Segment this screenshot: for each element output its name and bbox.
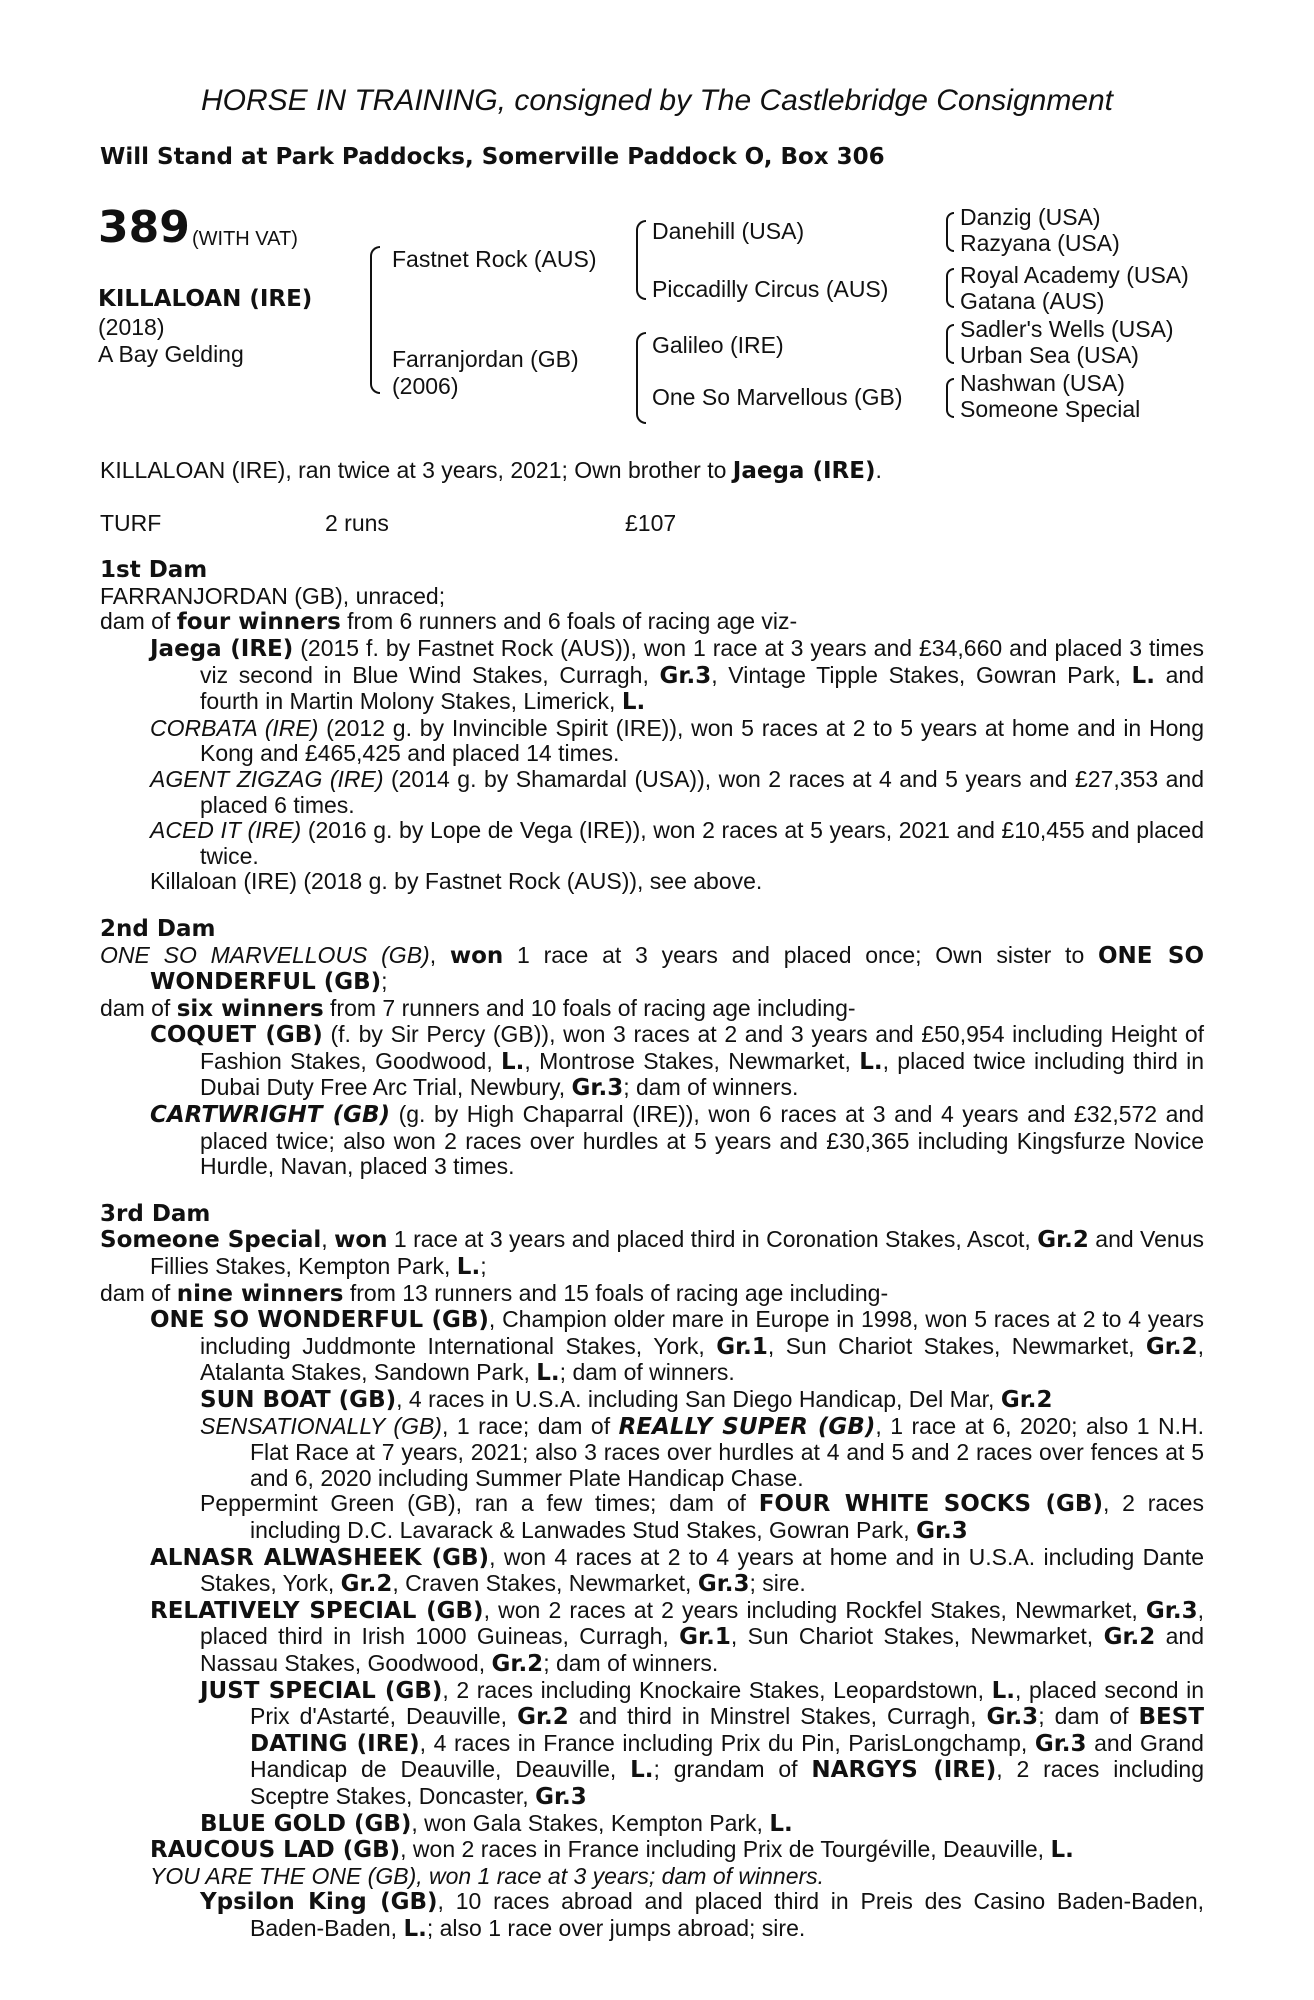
pedigree-sdd: Gatana (AUS)	[960, 288, 1105, 314]
first-dam-heading: 1st Dam	[100, 557, 208, 584]
pedigree-brace	[946, 212, 954, 252]
pedigree-ddd: Someone Special	[960, 396, 1141, 422]
pedigree-dds: Nashwan (USA)	[960, 370, 1125, 396]
page-title: HORSE IN TRAINING, consigned by The Castlebridge Consignment	[200, 84, 1114, 117]
produce-just-special: JUST SPECIAL (GB), 2 races including Knockaire Stakes, Leopardstown, L., placed second in Prix d'Astarté, Deauville, Gr.2 and third in Minstrel Stakes, Curragh, Gr.3; dam of BEST DATING (IRE), 4 races in France including Prix du Pin, ParisLongchamp, Gr.3 and Grand Handicap de Deauville, Deauville, L.; grandam of NARGYS (IRE), 2 races including Sceptre Stakes, Doncaster, Gr.3	[200, 1676, 1205, 1810]
pedigree-ssd: Razyana (USA)	[960, 230, 1120, 256]
produce-blue-gold: BLUE GOLD (GB), won Gala Stakes, Kempton Park, L.	[200, 1809, 793, 1837]
produce-sensationally: SENSATIONALLY (GB), 1 race; dam of REALLY SUPER (GB), 1 race at 6, 2020; also 1 N.H. Flat Race at 7 years, 2021; also 3 races over hurdles at 4 and 5 and 2 races over fences at 5 and 6, 2020 including Summer Plate Handicap Chase.	[200, 1412, 1204, 1491]
produce-sun-boat: SUN BOAT (GB), 4 races in U.S.A. including San Diego Handicap, Del Mar, Gr.2	[200, 1386, 1053, 1413]
pedigree-brace	[946, 268, 954, 308]
turf-record	[100, 511, 1204, 537]
produce-raucous-lad: RAUCOUS LAD (GB), won 2 races in France including Prix de Tourgéville, Deauville, L.	[150, 1836, 1074, 1864]
second-dam-produce: dam of six winners from 7 runners and 10 foals of racing age including-	[100, 994, 856, 1022]
horse-name: KILLALOAN (IRE)	[98, 286, 313, 312]
pedigree-dam: Farranjordan (GB)	[392, 346, 579, 372]
third-dam-line: Someone Special, won 1 race at 3 years and placed third in Coronation Stakes, Ascot, Gr.2 and Venus Fillies Stakes, Kempton Park, L.;	[100, 1226, 1205, 1281]
produce-one-so-wonderful: ONE SO WONDERFUL (GB), Champion older mare in Europe in 1998, won 5 races at 2 to 4 years including Juddmonte International Stakes, York, Gr.1, Sun Chariot Stakes, Newmarket, Gr.2, Atalanta Stakes, Sandown Park, L.; dam of winners.	[150, 1306, 1204, 1387]
lot-number: 389	[98, 202, 190, 253]
turf-runs: 2 runs	[325, 509, 389, 536]
pedigree-sds: Royal Academy (USA)	[960, 262, 1189, 288]
pedigree-sire-dam: Piccadilly Circus (AUS)	[652, 276, 889, 302]
second-dam-heading: 2nd Dam	[100, 915, 216, 942]
produce-peppermint-green: Peppermint Green (GB), ran a few times; dam of FOUR WHITE SOCKS (GB), 2 races including D.C. Lavarack & Lanwades Stud Stakes, Gowran Park, Gr.3	[200, 1490, 1204, 1544]
pedigree-dam-dam: One So Marvellous (GB)	[652, 384, 903, 410]
pedigree-dam-sire: Galileo (IRE)	[652, 332, 784, 358]
produce-ypsilon-king: Ypsilon King (GB), 10 races abroad and placed third in Preis des Casino Baden-Baden, Baden-Baden, L.; also 1 race over jumps abroad; sire.	[200, 1888, 1204, 1942]
pedigree-brace	[946, 324, 954, 364]
produce-coquet: COQUET (GB) (f. by Sir Percy (GB)), won 3 races at 2 and 3 years and £50,954 including Height of Fashion Stakes, Goodwood, L., Montrose Stakes, Newmarket, L., placed twice including third in Dubai Duty Free Arc Trial, Newbury, Gr.3; dam of winners.	[150, 1021, 1204, 1102]
pedigree-brace	[946, 378, 954, 418]
catalogue-body	[100, 458, 1204, 1942]
pedigree-brace	[370, 246, 380, 394]
produce-agent-zigzag: AGENT ZIGZAG (IRE) (2014 g. by Shamardal (USA)), won 2 races at 4 and 5 years and £27,353 and placed 6 times.	[150, 765, 1204, 818]
produce-cartwright: CARTWRIGHT (GB) (g. by High Chaparral (IRE)), won 6 races at 3 and 4 years and £32,572 and placed twice; also won 2 races over hurdles at 5 years and £30,365 including Kingsfurze Novice Hurdle, Navan, placed 3 times.	[150, 1101, 1204, 1180]
pedigree-dsd: Urban Sea (USA)	[960, 342, 1139, 368]
produce-corbata: CORBATA (IRE) (2012 g. by Invincible Spirit (IRE)), won 5 races at 2 to 5 years at home and in Hong Kong and £465,425 and placed 14 times.	[150, 714, 1204, 767]
third-dam-heading: 3rd Dam	[100, 1200, 211, 1227]
pedigree-sire-sire: Danehill (USA)	[652, 218, 805, 244]
horse-year: (2018)	[98, 314, 165, 340]
lot-vat: (WITH VAT)	[192, 228, 298, 250]
produce-jaega: Jaega (IRE) (2015 f. by Fastnet Rock (AUS)), won 1 race at 3 years and £34,660 and placed 3 times viz second in Blue Wind Stakes, Curragh, Gr.3, Vintage Tipple Stakes, Gowran Park, L. and fourth in Martin Molony Stakes, Limerick, L.	[150, 634, 1205, 716]
pedigree-sire: Fastnet Rock (AUS)	[392, 246, 597, 272]
pedigree-brace	[636, 220, 646, 300]
pedigree-dam-year: (2006)	[392, 373, 459, 399]
third-dam-produce: dam of nine winners from 13 runners and 15 foals of racing age including-	[100, 1279, 889, 1307]
turf-label: TURF	[100, 509, 162, 536]
first-dam-produce: dam of four winners from 6 runners and 6 foals of racing age viz-	[100, 608, 798, 636]
horse-description: A Bay Gelding	[98, 341, 244, 367]
produce-killaloan: Killaloan (IRE) (2018 g. by Fastnet Rock (AUS)), see above.	[150, 868, 763, 895]
produce-aced-it: ACED IT (IRE) (2016 g. by Lope de Vega (IRE)), won 2 races at 5 years, 2021 and £10,455 and placed twice.	[150, 817, 1205, 869]
pedigree-brace	[636, 332, 646, 424]
second-dam-line: ONE SO MARVELLOUS (GB), won 1 race at 3 years and placed once; Own sister to ONE SO WONDERFUL (GB);	[100, 941, 1205, 996]
produce-relatively-special: RELATIVELY SPECIAL (GB), won 2 races at 2 years including Rockfel Stakes, Newmarket, Gr.3, placed third in Irish 1000 Guineas, Curragh, Gr.1, Sun Chariot Stakes, Newmarket, Gr.2 and Nassau Stakes, Goodwood, Gr.2; dam of winners.	[150, 1596, 1204, 1677]
turf-earnings: £107	[625, 509, 677, 536]
pedigree-sss: Danzig (USA)	[960, 204, 1101, 230]
stand-location: Will Stand at Park Paddocks, Somerville Paddock O, Box 306	[100, 144, 885, 170]
first-dam-line: FARRANJORDAN (GB), unraced;	[100, 582, 446, 609]
produce-you-are-the-one: YOU ARE THE ONE (GB), won 1 race at 3 years; dam of winners.	[150, 1862, 825, 1889]
pedigree-dss: Sadler's Wells (USA)	[960, 316, 1174, 342]
produce-alnasr-alwasheek: ALNASR ALWASHEEK (GB), won 4 races at 2 to 4 years at home and in U.S.A. including Dante Stakes, York, Gr.2, Craven Stakes, Newmarket, Gr.3; sire.	[150, 1543, 1204, 1598]
summary-line: KILLALOAN (IRE), ran twice at 3 years, 2021; Own brother to Jaega (IRE).	[100, 457, 882, 484]
